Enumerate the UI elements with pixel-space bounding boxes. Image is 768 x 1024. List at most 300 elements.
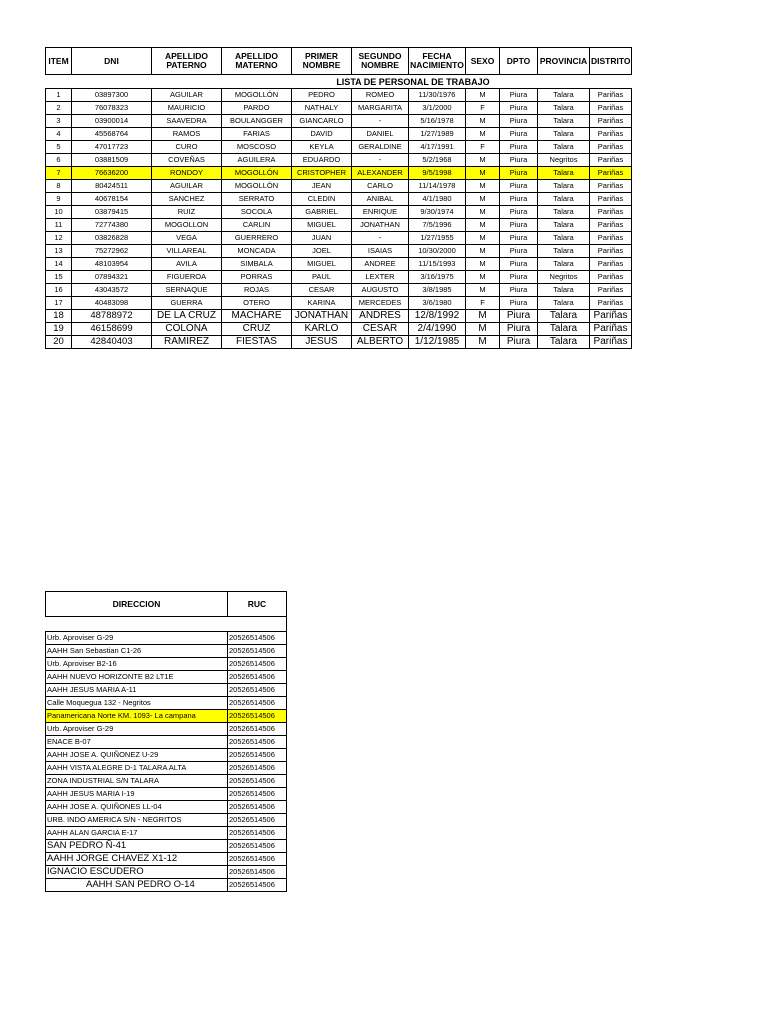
cell-direccion: ENACE B-07 [46,736,228,749]
cell-sexo: F [466,297,500,310]
cell-distrito: Pariñas [590,297,632,310]
cell-primer-nombre: PAUL [292,271,352,284]
cell-apellido-materno: MOGOLLÓN [222,180,292,193]
cell-direccion: Urb. Aproviser G-29 [46,632,228,645]
cell-segundo-nombre: AUGUSTO [352,284,409,297]
cell-apellido-paterno: DE LA CRUZ [152,310,222,323]
cell-provincia: Talara [538,323,590,336]
cell-primer-nombre: MIGUEL [292,258,352,271]
cell-dpto: Piura [500,258,538,271]
cell-fecha-nacimiento: 12/8/1992 [409,310,466,323]
header-sexo: SEXO [466,48,500,75]
cell-dni: 40678154 [72,193,152,206]
cell-dni: 40483098 [72,297,152,310]
cell-dni: 03879415 [72,206,152,219]
cell-fecha-nacimiento: 1/27/1989 [409,128,466,141]
cell-ruc: 20526514506 [228,671,287,684]
table-row [46,762,287,775]
cell-segundo-nombre: ALEXANDER [352,167,409,180]
cell-sexo: M [466,219,500,232]
cell-apellido-materno: BOULANGGER [222,115,292,128]
address-top-cell [46,617,228,632]
cell-primer-nombre: GIANCARLO [292,115,352,128]
table-row [46,814,287,827]
header-ruc: RUC [228,592,287,617]
cell-dni: 43043572 [72,284,152,297]
cell-ruc: 20526514506 [228,866,287,879]
cell-sexo: M [466,115,500,128]
cell-apellido-materno: MOGOLLÓN [222,167,292,180]
cell-provincia: Talara [538,206,590,219]
cell-segundo-nombre: ANDRES [352,310,409,323]
cell-ruc: 20526514506 [228,788,287,801]
cell-distrito: Pariñas [590,102,632,115]
cell-provincia: Talara [538,297,590,310]
cell-fecha-nacimiento: 3/8/1985 [409,284,466,297]
cell-fecha-nacimiento: 3/6/1980 [409,297,466,310]
address-top-row [46,617,287,632]
cell-sexo: M [466,180,500,193]
cell-direccion: AAHH JORGE CHAVEZ X1-12 [46,853,228,866]
staff-table-body [46,89,632,349]
cell-dpto: Piura [500,102,538,115]
cell-sexo: M [466,128,500,141]
cell-provincia: Talara [538,336,590,349]
cell-fecha-nacimiento: 11/14/1978 [409,180,466,193]
cell-apellido-paterno: RONDOY [152,167,222,180]
cell-direccion: Urb. Aproviser G-29 [46,723,228,736]
header-distrito: DISTRITO [590,48,632,75]
cell-segundo-nombre: ANDREE [352,258,409,271]
cell-item: 9 [46,193,72,206]
cell-provincia: Talara [538,115,590,128]
cell-segundo-nombre: CARLO [352,180,409,193]
cell-ruc: 20526514506 [228,710,287,723]
header-dpto: DPTO [500,48,538,75]
cell-provincia: Talara [538,219,590,232]
cell-fecha-nacimiento: 5/2/1968 [409,154,466,167]
cell-apellido-materno: SOCOLA [222,206,292,219]
table-row [46,141,632,154]
cell-provincia: Talara [538,310,590,323]
table-row [46,866,287,879]
cell-distrito: Pariñas [590,245,632,258]
cell-item: 12 [46,232,72,245]
cell-item: 13 [46,245,72,258]
cell-direccion: SAN PEDRO Ñ-41 [46,840,228,853]
table-row [46,684,287,697]
cell-segundo-nombre: ENRIQUE [352,206,409,219]
cell-ruc: 20526514506 [228,775,287,788]
cell-distrito: Pariñas [590,323,632,336]
cell-apellido-materno: OTERO [222,297,292,310]
table-row [46,710,287,723]
cell-ruc: 20526514506 [228,658,287,671]
cell-apellido-materno: MONCADA [222,245,292,258]
cell-distrito: Pariñas [590,167,632,180]
cell-segundo-nombre: ALBERTO [352,336,409,349]
cell-fecha-nacimiento: 11/30/1976 [409,89,466,102]
table-row [46,749,287,762]
table-row [46,645,287,658]
cell-dpto: Piura [500,89,538,102]
cell-sexo: F [466,102,500,115]
cell-apellido-materno: CRUZ [222,323,292,336]
header-fecha-nacimiento: FECHA NACIMIENTO [409,48,466,75]
cell-distrito: Pariñas [590,232,632,245]
cell-dni: 03881509 [72,154,152,167]
cell-apellido-materno: AGUILERA [222,154,292,167]
cell-dpto: Piura [500,206,538,219]
cell-dpto: Piura [500,297,538,310]
cell-dni: 45568764 [72,128,152,141]
cell-fecha-nacimiento: 1/12/1985 [409,336,466,349]
table-row [46,89,632,102]
cell-apellido-paterno: RUIZ [152,206,222,219]
header-apellido-paterno: APELLIDO PATERNO [152,48,222,75]
cell-dpto: Piura [500,128,538,141]
cell-primer-nombre: JUAN [292,232,352,245]
cell-dpto: Piura [500,245,538,258]
cell-item: 19 [46,323,72,336]
cell-ruc: 20526514506 [228,697,287,710]
cell-primer-nombre: DAVID [292,128,352,141]
header-provincia: PROVINCIA [538,48,590,75]
cell-distrito: Pariñas [590,193,632,206]
cell-dpto: Piura [500,271,538,284]
cell-sexo: M [466,167,500,180]
table-row [46,879,287,892]
cell-apellido-materno: FARIAS [222,128,292,141]
table-row [46,723,287,736]
table-row [46,697,287,710]
cell-fecha-nacimiento: 9/30/1974 [409,206,466,219]
cell-distrito: Pariñas [590,115,632,128]
cell-primer-nombre: JEAN [292,180,352,193]
cell-dpto: Piura [500,180,538,193]
cell-dpto: Piura [500,219,538,232]
cell-item: 20 [46,336,72,349]
cell-item: 2 [46,102,72,115]
cell-sexo: M [466,245,500,258]
cell-ruc: 20526514506 [228,645,287,658]
cell-segundo-nombre: - [352,154,409,167]
cell-apellido-paterno: MOGOLLON [152,219,222,232]
cell-fecha-nacimiento: 10/30/2000 [409,245,466,258]
cell-direccion: Calle Moquegua 132 - Negritos [46,697,228,710]
title-row [46,75,632,89]
cell-apellido-materno: SIMBALA [222,258,292,271]
header-item: ITEM [46,48,72,75]
cell-fecha-nacimiento: 4/17/1991 [409,141,466,154]
cell-primer-nombre: CRISTOPHER [292,167,352,180]
cell-apellido-materno: MOSCOSO [222,141,292,154]
cell-sexo: M [466,258,500,271]
cell-direccion: Urb. Aproviser B2-16 [46,658,228,671]
cell-sexo: M [466,206,500,219]
cell-apellido-paterno: COLONA [152,323,222,336]
table-row [46,128,632,141]
cell-primer-nombre: NATHALY [292,102,352,115]
table-row [46,180,632,193]
table-row [46,102,632,115]
cell-apellido-materno: FIESTAS [222,336,292,349]
cell-apellido-materno: GUERRERO [222,232,292,245]
cell-direccion: ZONA INDUSTRIAL S/N TALARA [46,775,228,788]
cell-direccion: AAHH ALAN GARCIA E-17 [46,827,228,840]
cell-provincia: Talara [538,89,590,102]
header-direccion: DIRECCION [46,592,228,617]
cell-fecha-nacimiento: 1/27/1955 [409,232,466,245]
cell-primer-nombre: GABRIEL [292,206,352,219]
cell-distrito: Pariñas [590,258,632,271]
cell-dpto: Piura [500,115,538,128]
table-row [46,284,632,297]
cell-provincia: Talara [538,232,590,245]
cell-dni: 47017723 [72,141,152,154]
cell-apellido-paterno: RAMOS [152,128,222,141]
cell-sexo: M [466,284,500,297]
table-row [46,167,632,180]
cell-provincia: Talara [538,141,590,154]
table-row [46,671,287,684]
cell-sexo: M [466,89,500,102]
cell-direccion: IGNACIO ESCUDERO [46,866,228,879]
table-row [46,258,632,271]
cell-item: 7 [46,167,72,180]
cell-fecha-nacimiento: 3/1/2000 [409,102,466,115]
cell-apellido-paterno: GUERRA [152,297,222,310]
cell-item: 8 [46,180,72,193]
table-row [46,840,287,853]
cell-fecha-nacimiento: 11/15/1993 [409,258,466,271]
cell-sexo: M [466,154,500,167]
cell-segundo-nombre: JONATHAN [352,219,409,232]
cell-provincia: Talara [538,167,590,180]
cell-segundo-nombre: GERALDINE [352,141,409,154]
header-primer-nombre: PRIMER NOMBRE [292,48,352,75]
cell-dni: 48103954 [72,258,152,271]
table-row [46,853,287,866]
cell-provincia: Talara [538,258,590,271]
header-dni: DNI [72,48,152,75]
cell-item: 6 [46,154,72,167]
cell-provincia: Talara [538,284,590,297]
cell-ruc: 20526514506 [228,762,287,775]
cell-primer-nombre: MIGUEL [292,219,352,232]
table-row [46,775,287,788]
header-apellido-materno: APELLIDO MATERNO [222,48,292,75]
cell-ruc: 20526514506 [228,879,287,892]
cell-direccion: AAHH JOSE A. QUIÑONEZ U-29 [46,749,228,762]
cell-distrito: Pariñas [590,206,632,219]
address-header-row [46,592,287,617]
cell-provincia: Negritos [538,271,590,284]
cell-apellido-paterno: VILLAREAL [152,245,222,258]
cell-primer-nombre: JESUS [292,336,352,349]
cell-item: 11 [46,219,72,232]
cell-provincia: Talara [538,193,590,206]
cell-dpto: Piura [500,323,538,336]
cell-sexo: M [466,310,500,323]
cell-apellido-paterno: RAMIREZ [152,336,222,349]
cell-item: 4 [46,128,72,141]
cell-ruc: 20526514506 [228,684,287,697]
cell-sexo: M [466,232,500,245]
table-row [46,736,287,749]
table-row [46,323,632,336]
cell-segundo-nombre: MERCEDES [352,297,409,310]
table-row [46,232,632,245]
table-row [46,219,632,232]
cell-ruc: 20526514506 [228,840,287,853]
cell-ruc: 20526514506 [228,814,287,827]
cell-fecha-nacimiento: 4/1/1980 [409,193,466,206]
cell-ruc: 20526514506 [228,736,287,749]
cell-apellido-paterno: AGUILAR [152,89,222,102]
cell-dni: 76636200 [72,167,152,180]
cell-apellido-materno: MACHARE [222,310,292,323]
cell-distrito: Pariñas [590,89,632,102]
cell-dni: 46158699 [72,323,152,336]
cell-item: 15 [46,271,72,284]
table-row [46,336,632,349]
cell-fecha-nacimiento: 7/5/1996 [409,219,466,232]
table-row [46,788,287,801]
cell-direccion: AAHH JESUS MARIA I-19 [46,788,228,801]
cell-apellido-materno: PARDO [222,102,292,115]
cell-segundo-nombre: ROMEO [352,89,409,102]
cell-dni: 03897300 [72,89,152,102]
cell-item: 14 [46,258,72,271]
cell-item: 17 [46,297,72,310]
address-top-cell [228,617,287,632]
table-row [46,801,287,814]
staff-table [45,47,632,349]
cell-sexo: M [466,336,500,349]
cell-primer-nombre: JOEL [292,245,352,258]
cell-direccion: Panamericana Norte KM. 1093- La campana [46,710,228,723]
cell-apellido-paterno: AGUILAR [152,180,222,193]
cell-dpto: Piura [500,167,538,180]
cell-dpto: Piura [500,232,538,245]
cell-dni: 75272962 [72,245,152,258]
address-table [45,591,287,892]
cell-fecha-nacimiento: 9/5/1998 [409,167,466,180]
cell-direccion: AAHH SAN PEDRO O-14 [46,879,228,892]
cell-dni: 42840403 [72,336,152,349]
cell-fecha-nacimiento: 3/16/1975 [409,271,466,284]
cell-segundo-nombre: - [352,115,409,128]
cell-apellido-paterno: VEGA [152,232,222,245]
address-table-body [46,632,287,892]
cell-apellido-materno: MOGOLLÓN [222,89,292,102]
cell-dni: 48788972 [72,310,152,323]
cell-item: 10 [46,206,72,219]
cell-segundo-nombre: LEXTER [352,271,409,284]
cell-ruc: 20526514506 [228,801,287,814]
table-row [46,632,287,645]
cell-segundo-nombre: ISAIAS [352,245,409,258]
table-row [46,245,632,258]
table-row [46,154,632,167]
cell-direccion: AAHH NUEVO HORIZONTE B2 LT1E [46,671,228,684]
cell-apellido-paterno: FIGUEROA [152,271,222,284]
cell-sexo: M [466,323,500,336]
table-row [46,193,632,206]
cell-item: 18 [46,310,72,323]
cell-segundo-nombre: ANIBAL [352,193,409,206]
cell-provincia: Talara [538,180,590,193]
cell-dpto: Piura [500,284,538,297]
cell-dni: 76078323 [72,102,152,115]
cell-item: 5 [46,141,72,154]
cell-distrito: Pariñas [590,336,632,349]
cell-ruc: 20526514506 [228,632,287,645]
cell-provincia: Negritos [538,154,590,167]
cell-segundo-nombre: DANIEL [352,128,409,141]
cell-primer-nombre: CESAR [292,284,352,297]
cell-primer-nombre: PEDRO [292,89,352,102]
cell-primer-nombre: JONATHAN [292,310,352,323]
cell-segundo-nombre: MARGARITA [352,102,409,115]
cell-apellido-paterno: MAURICIO [152,102,222,115]
cell-primer-nombre: EDUARDO [292,154,352,167]
cell-distrito: Pariñas [590,180,632,193]
cell-provincia: Talara [538,128,590,141]
table-row [46,827,287,840]
cell-dni: 80424511 [72,180,152,193]
cell-direccion: AAHH JESUS MARIA A-11 [46,684,228,697]
staff-table-title: LISTA DE PERSONAL DE TRABAJO [46,75,632,89]
cell-distrito: Pariñas [590,271,632,284]
cell-primer-nombre: CLEDIN [292,193,352,206]
cell-dpto: Piura [500,154,538,167]
cell-sexo: F [466,141,500,154]
cell-provincia: Talara [538,245,590,258]
cell-distrito: Pariñas [590,128,632,141]
cell-dni: 07894321 [72,271,152,284]
cell-apellido-materno: PORRAS [222,271,292,284]
cell-dni: 03900014 [72,115,152,128]
cell-apellido-paterno: CURO [152,141,222,154]
table-row [46,206,632,219]
cell-apellido-materno: SERRATO [222,193,292,206]
cell-ruc: 20526514506 [228,853,287,866]
cell-direccion: AAHH San Sebastian C1-26 [46,645,228,658]
cell-dni: 72774380 [72,219,152,232]
cell-apellido-paterno: SANCHEZ [152,193,222,206]
cell-sexo: M [466,193,500,206]
header-row [46,48,632,75]
cell-dpto: Piura [500,141,538,154]
cell-segundo-nombre: - [352,232,409,245]
cell-distrito: Pariñas [590,154,632,167]
cell-distrito: Pariñas [590,141,632,154]
cell-segundo-nombre: CESAR [352,323,409,336]
cell-distrito: Pariñas [590,284,632,297]
cell-apellido-materno: CARLIN [222,219,292,232]
cell-dpto: Piura [500,336,538,349]
cell-ruc: 20526514506 [228,749,287,762]
cell-distrito: Pariñas [590,310,632,323]
cell-dpto: Piura [500,193,538,206]
table-row [46,271,632,284]
cell-apellido-paterno: AVILA [152,258,222,271]
cell-apellido-paterno: SAAVEDRA [152,115,222,128]
cell-apellido-paterno: SERNAQUE [152,284,222,297]
cell-sexo: M [466,271,500,284]
